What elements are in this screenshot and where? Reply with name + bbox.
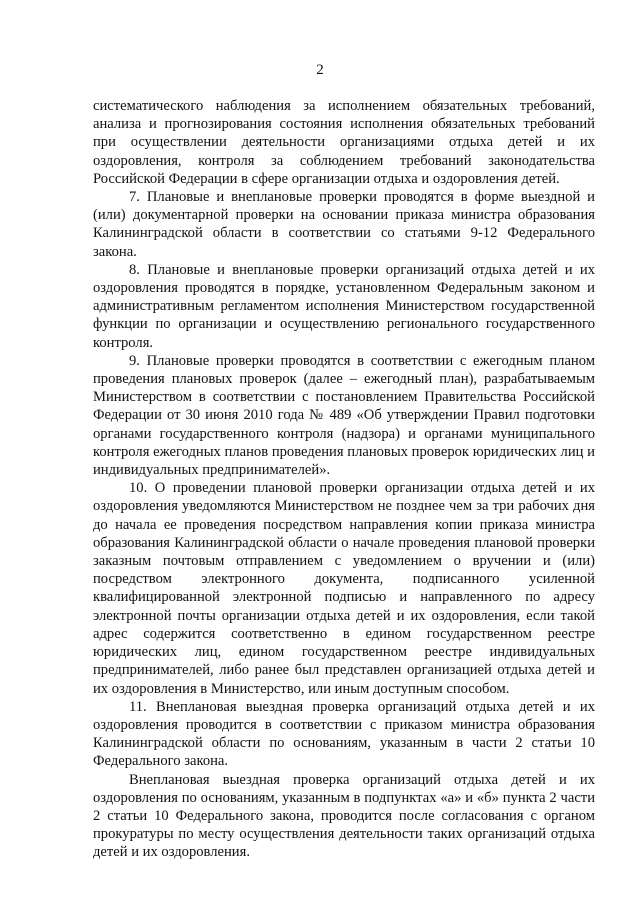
paragraph-unplanned-inspection: Внеплановая выездная проверка организаций отдыха детей и их оздоровления по основаниям, указанным в подпунктах «а» и «б» пункта 2 части 2 статьи 10 Федерального закона, проводится после согласования с органом прокуратуры по месту осуществления деятельности таких организаций отдыха детей и их оздоровления. [93,771,595,861]
paragraph-item-9: 9. Плановые проверки проводятся в соответствии с ежегодным планом проведения плановых проверок (далее – ежегодный план), разрабатываемым Министерством в соответствии с постановлением Правительства Российской Федерации от 30 июня 2010 года № 489 «Об утверждении Правил подготовки органами государственного контроля (надзора) и органами муниципального контроля ежегодных планов проведения плановых проверок юридических лиц и индивидуальных предпринимателей». [93,352,595,479]
paragraph-item-7: 7. Плановые и внеплановые проверки проводятся в форме выездной и (или) документарной проверки на основании приказа министра образования Калининградской области в соответствии со статьями 9-12 Федерального закона. [93,189,595,260]
paragraph-item-11: 11. Внеплановая выездная проверка организаций отдыха детей и их оздоровления проводится в соответствии с приказом министра образования Калининградской области по основаниям, указанным в части 2 статьи 10 Федерального закона. [93,698,595,770]
paragraph-item-10: 10. О проведении плановой проверки организации отдыха детей и их оздоровления уведомляются Министерством не позднее чем за три рабочих дня до начала ее проведения посредством направления копии приказа министра образования Калининградской области о начале проведения плановой проверки заказным почтовым отправлением с уведомлением о вручении и (или) посредством электронного документа, подписанного усиленной квалифицированной электронной подписью и направленного по адресу электронной почты организации отдыха детей и их оздоровления, если такой адрес содержится соответственно в едином государственном реестре юридических лиц, едином государственном реестре индивидуальных предпринимателей, либо ранее был представлен организацией отдыха детей и их оздоровления в Министерство, или иным доступным способом. [93,480,595,697]
paragraph-continuation: систематического наблюдения за исполнением обязательных требований, анализа и прогнозирования состояния исполнения обязательных требований при осуществлении деятельности организациями отдыха детей и их оздоровления, контроля за соблюдением требований законодательства Российской Федерации в сфере организации отдыха и оздоровления детей. [93,98,595,187]
document-body [93,97,595,862]
page-number: 2 [316,62,324,78]
paragraph-item-8: 8. Плановые и внеплановые проверки организаций отдыха детей и их оздоровления проводятся в порядке, установленном Федеральным законом и административным регламентом исполнения Министерством государственной функции по организации и осуществлению регионального государственного контроля. [93,261,595,351]
